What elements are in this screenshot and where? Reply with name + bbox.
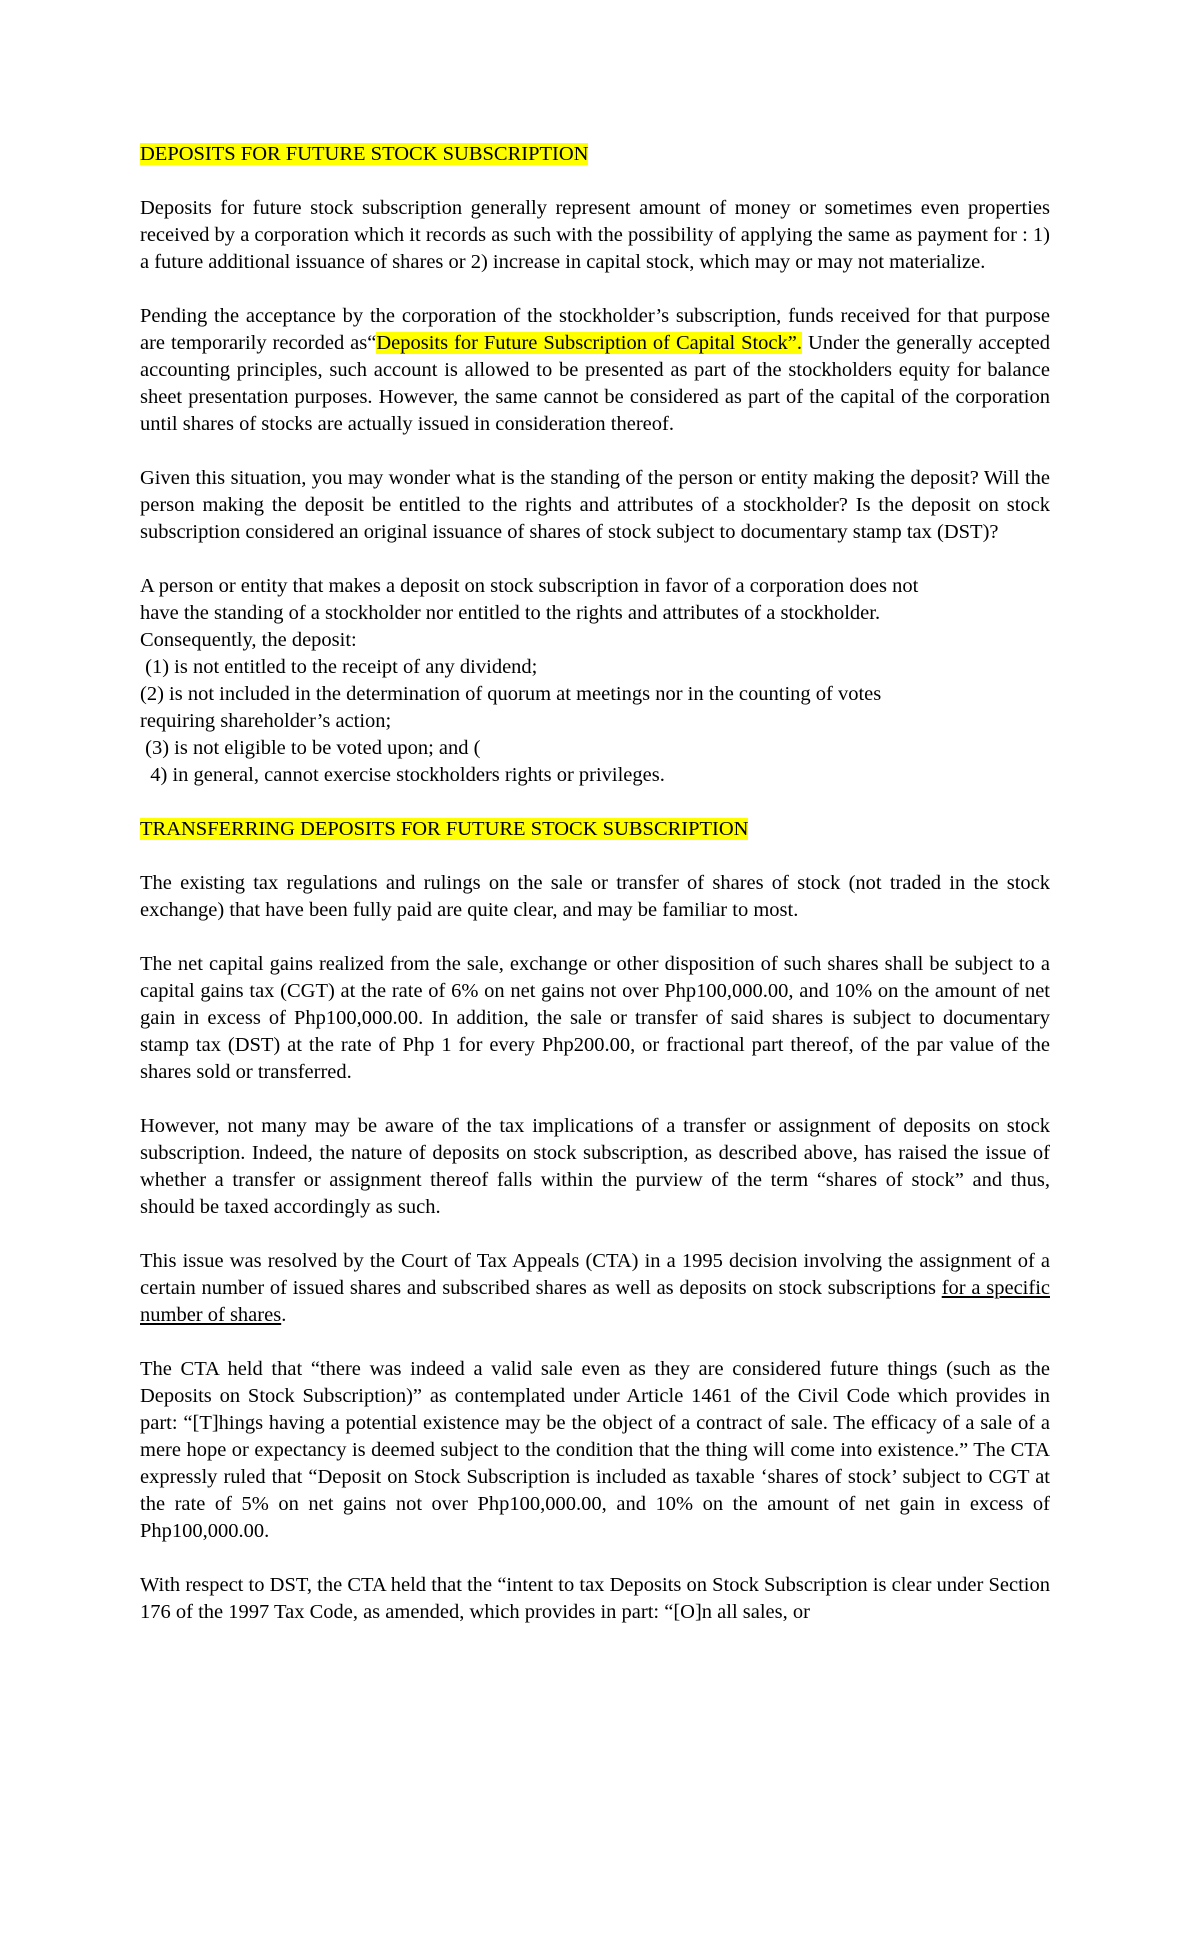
section-heading-transferring <box>140 816 1050 843</box>
document-page <box>140 141 1050 1653</box>
paragraph-cta-held: The CTA held that “there was indeed a valid sale even as they are considered future things (such as the Deposits on Stock Subscription)” as contemplated under Article 1461 of the Civil Code which provides in part: “[T]hings having a potential existence may be the object of a contract of sale. The efficacy of a sale of a mere hope or expectancy is deemed subject to the condition that the thing will come into existence.” The CTA expressly ruled that “Deposit on Stock Subscription is included as taxable ‘shares of stock’ subject to CGT at the rate of 5% on net gains not over Php100,000.00, and 10% on the amount of net gain in excess of Php100,000.00. <box>140 1358 1050 1542</box>
paragraph-text: Under the generally accepted accounting principles, such account is allowed to be presented as part of the stockholders equity for balance sheet presentation purposes. However, the same cannot be considered as part of the capital of the corporation until shares of stocks are actually issued in consideration thereof. <box>140 332 1050 435</box>
paragraph-pending-acceptance <box>140 303 1050 438</box>
list-item: 4) in general, cannot exercise stockholders rights or privileges. <box>140 764 665 786</box>
paragraph-text: Pending the acceptance by the corporation of the stockholder’s subscription, funds received for that purpose are temporarily recorded as“ <box>140 305 1050 354</box>
paragraph-text: This issue was resolved by the Court of Tax Appeals (CTA) in a 1995 decision involving the assignment of a certain number of issued shares and subscribed shares as well as deposits on stock subscriptions <box>140 1250 1050 1299</box>
heading-highlight: DEPOSITS FOR FUTURE STOCK SUBSCRIPTION <box>140 143 589 165</box>
paragraph-standing-question: Given this situation, you may wonder what is the standing of the person or entity making the deposit? Will the person making the deposit be entitled to the rights and attributes of a stockholder? Is the deposit on stock subscription considered an original issuance of shares of stock subject to documentary stamp tax (DST)? <box>140 467 1050 543</box>
paragraph-capital-gains: The net capital gains realized from the sale, exchange or other disposition of such shares shall be subject to a capital gains tax (CGT) at the rate of 6% on net gains not over Php100,000.00, and 10% on the amount of net gain in excess of Php100,000.00. In addition, the sale or transfer of said shares is subject to documentary stamp tax (DST) at the rate of Php 1 for every Php200.00, or fractional part thereof, of the par value of the shares sold or transferred. <box>140 953 1050 1083</box>
paragraph-text: . <box>281 1304 287 1326</box>
section-heading-deposits <box>140 141 1050 168</box>
list-item: (1) is not entitled to the receipt of any dividend; <box>140 656 538 678</box>
text-line: Consequently, the deposit: <box>140 629 357 651</box>
paragraph-definition: Deposits for future stock subscription generally represent amount of money or sometimes even properties received by a corporation which it records as such with the possibility of applying the same as payment for : 1) a future additional issuance of shares or 2) increase in capital stock, which may or may not materialize. <box>140 197 1050 273</box>
paragraph-deposit-limitations <box>140 573 1050 789</box>
highlighted-account-name: Deposits for Future Subscription of Capital Stock”. <box>376 332 803 354</box>
text-line: A person or entity that makes a deposit on stock subscription in favor of a corporation does not <box>140 575 919 597</box>
text-line: have the standing of a stockholder nor entitled to the rights and attributes of a stockholder. <box>140 602 881 624</box>
heading-highlight: TRANSFERRING DEPOSITS FOR FUTURE STOCK SUBSCRIPTION <box>140 818 749 840</box>
underlined-phrase: for a specific number of shares <box>140 1277 1050 1326</box>
list-item: (3) is not eligible to be voted upon; and ( <box>140 737 481 759</box>
paragraph-existing-regulations: The existing tax regulations and rulings on the sale or transfer of shares of stock (not traded in the stock exchange) that have been fully paid are quite clear, and may be familiar to most. <box>140 872 1050 921</box>
paragraph-tax-implications: However, not many may be aware of the tax implications of a transfer or assignment of deposits on stock subscription. Indeed, the nature of deposits on stock subscription, as described above, has raised the issue of whether a transfer or assignment thereof falls within the purview of the term “shares of stock” and thus, should be taxed accordingly as such. <box>140 1115 1050 1218</box>
paragraph-dst: With respect to DST, the CTA held that the “intent to tax Deposits on Stock Subscription is clear under Section 176 of the 1997 Tax Code, as amended, which provides in part: “[O]n all sales, or <box>140 1574 1050 1623</box>
list-item-continuation: requiring shareholder’s action; <box>140 710 392 732</box>
paragraph-cta-resolution <box>140 1248 1050 1329</box>
list-item: (2) is not included in the determination of quorum at meetings nor in the counting of votes <box>140 683 882 705</box>
